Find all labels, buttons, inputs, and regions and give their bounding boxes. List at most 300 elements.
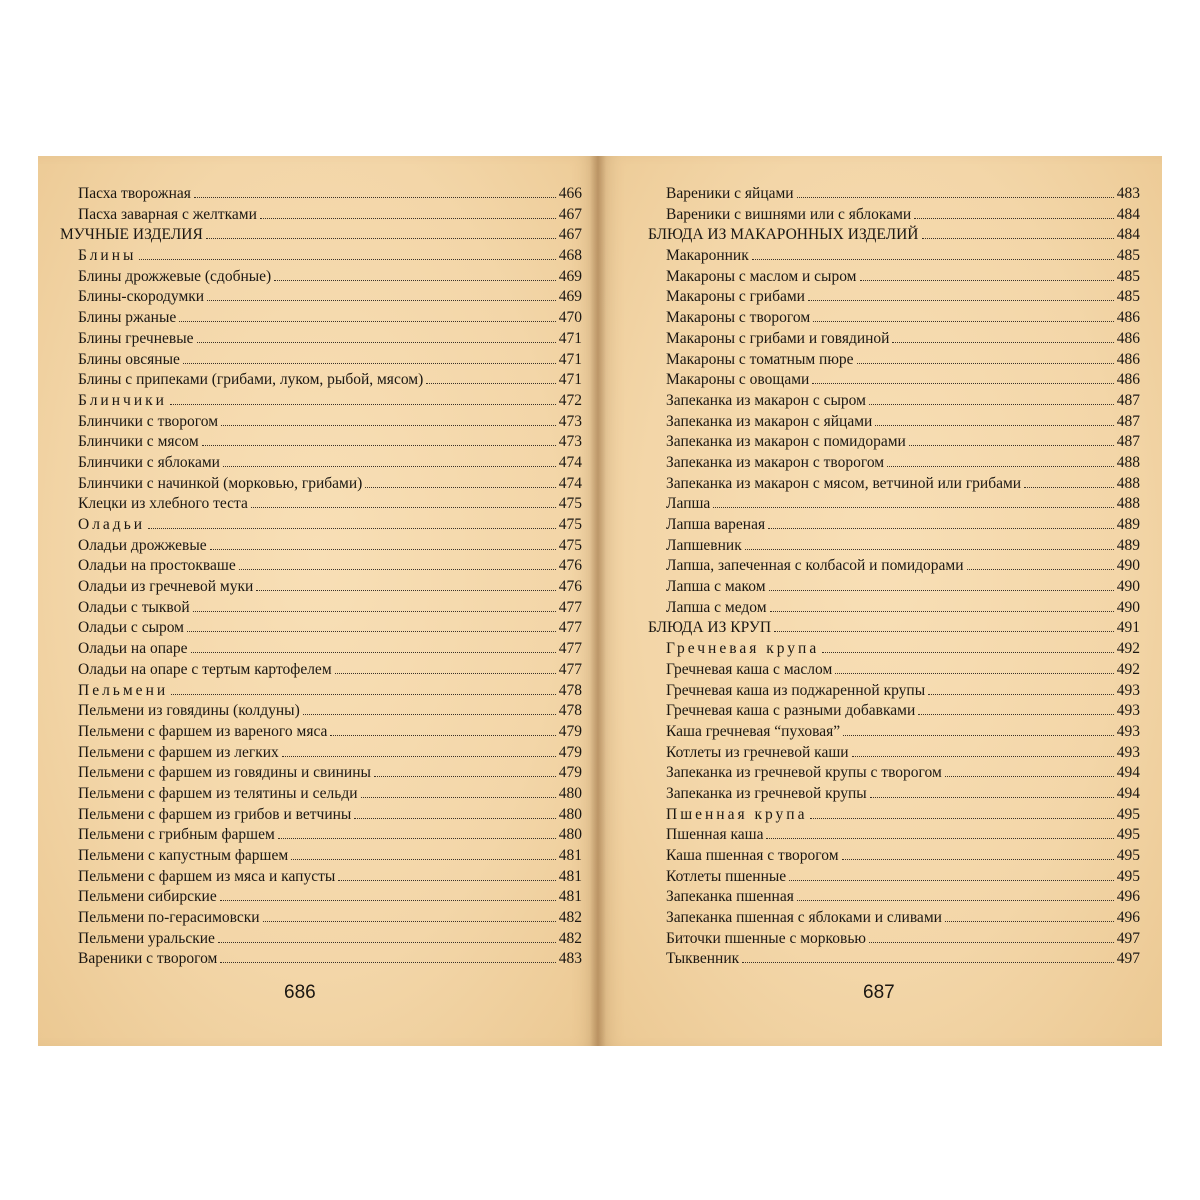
toc-entry-page: 495 — [1116, 847, 1140, 864]
toc-entry — [60, 743, 582, 764]
toc-entry-title: Гречневая каша из поджаренной крупы — [666, 681, 926, 699]
dot-leader — [260, 218, 556, 219]
toc-entry-title: Пельмени с капустным фаршем — [78, 847, 289, 864]
dot-leader — [193, 611, 556, 612]
dot-leader — [770, 611, 1114, 612]
toc-entry — [60, 929, 582, 950]
toc-entry-title: Пельмени с фаршем из вареного мяса — [78, 722, 328, 740]
toc-entry-page: 469 — [558, 267, 582, 285]
dot-leader — [945, 776, 1114, 777]
toc-entry-title: Запеканка пшенная — [666, 888, 794, 906]
toc-entry — [60, 287, 582, 308]
toc-entry-title: Макароны с грибами — [666, 288, 805, 306]
dot-leader — [870, 797, 1114, 798]
toc-entry-title: Запеканка из макарон с мясом, ветчиной или грибами — [666, 474, 1022, 492]
dot-leader — [808, 300, 1114, 301]
toc-entry-page: 476 — [558, 557, 582, 575]
dot-leader — [914, 218, 1114, 219]
toc-section-heading — [648, 225, 1140, 246]
dot-leader — [183, 363, 556, 364]
toc-entry-page: 483 — [1116, 185, 1140, 202]
dot-leader — [291, 859, 556, 860]
toc-entry-title: Пасха заварная с желтками — [78, 205, 257, 223]
toc-entry — [648, 453, 1140, 474]
toc-entry — [60, 412, 582, 433]
dot-leader — [945, 921, 1114, 922]
toc-entry-title: Оладьи дрожжевые — [78, 536, 207, 554]
dot-leader — [202, 445, 556, 446]
toc-entry-title: Лапша — [666, 495, 711, 513]
toc-entry-page: 479 — [558, 743, 582, 761]
toc-entry — [60, 267, 582, 288]
toc-entry-page: 477 — [558, 640, 582, 658]
toc-entry-title: Пельмени из говядины (колдуны) — [78, 702, 300, 720]
toc-entry — [60, 618, 582, 639]
toc-entry-page: 478 — [558, 681, 582, 699]
toc-entry-page: 485 — [1116, 267, 1140, 285]
dot-leader — [852, 756, 1114, 757]
dot-leader — [361, 797, 556, 798]
right-page — [598, 156, 1162, 1046]
dot-leader — [274, 280, 556, 281]
dot-leader — [278, 838, 556, 839]
toc-entry-title: Лапша, запеченная с колбасой и помидорами — [666, 557, 964, 575]
toc-entry-page: 487 — [1116, 433, 1140, 451]
toc-entry — [648, 494, 1140, 515]
dot-leader — [860, 280, 1114, 281]
toc-entry — [648, 763, 1140, 784]
toc-entry-title: Запеканка пшенная с яблоками и сливами — [666, 909, 942, 927]
dot-leader — [365, 487, 555, 488]
toc-entry-title: Пасха творожная — [78, 185, 191, 202]
toc-entry — [60, 577, 582, 598]
toc-entry-page: 495 — [1116, 867, 1140, 885]
toc-entry — [60, 453, 582, 474]
toc-entry-title: Блины гречневые — [78, 329, 194, 347]
toc-entry — [60, 350, 582, 371]
toc-entry-page: 486 — [1116, 350, 1140, 368]
toc-entry — [60, 908, 582, 929]
toc-entry-title: Оладьи на опаре с тертым картофелем — [78, 660, 332, 678]
toc-entry-title: Лапша с маком — [666, 578, 766, 596]
toc-entry-title: Запеканка из макарон с помидорами — [666, 433, 906, 451]
dot-leader — [909, 445, 1114, 446]
toc-entry — [60, 846, 582, 867]
toc-entry-page: 488 — [1116, 453, 1140, 471]
toc-entry-page: 492 — [1116, 640, 1140, 658]
dot-leader — [774, 631, 1114, 632]
toc-entry — [648, 287, 1140, 308]
toc-entry-page: 497 — [1116, 950, 1140, 968]
toc-entry-page: 490 — [1116, 598, 1140, 616]
toc-entry — [648, 515, 1140, 536]
toc-entry-title: Макароны с творогом — [666, 309, 811, 327]
toc-entry — [648, 205, 1140, 226]
toc-entry-page: 487 — [1116, 412, 1140, 430]
dot-leader — [210, 549, 556, 550]
toc-entry-page: 471 — [558, 329, 582, 347]
toc-entry-title: Блинчики с яблоками — [78, 453, 220, 471]
toc-entry — [60, 598, 582, 619]
toc-entry-title: Вареники с яйцами — [666, 185, 794, 202]
toc-entry — [648, 867, 1140, 888]
toc-entry-title: Клецки из хлебного теста — [78, 495, 248, 513]
toc-entry — [648, 536, 1140, 557]
toc-entry-page: 486 — [1116, 309, 1140, 327]
toc-entry — [648, 929, 1140, 950]
toc-entry-page: 495 — [1116, 805, 1140, 823]
dot-leader — [869, 404, 1114, 405]
toc-group-heading — [60, 681, 582, 702]
toc-entry-title: Гречневая каша с разными добавками — [666, 702, 916, 720]
dot-leader — [374, 776, 556, 777]
dot-leader — [139, 259, 555, 260]
toc-entry-page: 494 — [1116, 764, 1140, 782]
toc-entry-page: 466 — [558, 185, 582, 202]
toc-entry-page: 475 — [558, 516, 582, 533]
dot-leader — [218, 942, 556, 943]
toc-entry-title: Вареники с вишнями или с яблоками — [666, 205, 912, 223]
dot-leader — [303, 714, 556, 715]
dot-leader — [928, 694, 1114, 695]
toc-entry-title: Макароны с маслом и сыром — [666, 267, 857, 285]
toc-entry-page: 496 — [1116, 909, 1140, 927]
toc-entry — [648, 887, 1140, 908]
toc-entry-title: Оладьи на опаре — [78, 640, 188, 658]
toc-entry — [60, 494, 582, 515]
toc-entry — [60, 825, 582, 846]
toc-group-heading — [60, 515, 582, 536]
toc-group-heading — [648, 805, 1140, 826]
dot-leader — [194, 197, 556, 198]
toc-entry-page: 479 — [558, 764, 582, 782]
toc-entry-title: Оладьи из гречневой муки — [78, 578, 254, 596]
dot-leader — [354, 818, 555, 819]
toc-entry-page: 477 — [558, 598, 582, 616]
toc-entry-page: 475 — [558, 495, 582, 513]
toc-entry-title: Биточки пшенные с морковью — [666, 929, 867, 947]
toc-entry-page: 480 — [558, 784, 582, 802]
dot-leader — [338, 880, 555, 881]
toc-entry-title: Вареники с творогом — [78, 950, 218, 968]
dot-leader — [843, 735, 1114, 736]
toc-entry-title: Блинчики — [78, 391, 167, 409]
toc-entry — [60, 887, 582, 908]
toc-entry — [60, 660, 582, 681]
book-spread — [38, 156, 1162, 1046]
page-number-left: 686 — [284, 982, 316, 1003]
left-page — [38, 156, 598, 1046]
dot-leader — [426, 383, 556, 384]
toc-entry-page: 469 — [558, 288, 582, 306]
toc-entry — [648, 846, 1140, 867]
dot-leader — [875, 425, 1113, 426]
dot-leader — [887, 466, 1114, 467]
toc-entry — [648, 267, 1140, 288]
toc-entry-title: БЛЮДА ИЗ МАКАРОННЫХ ИЗДЕЛИЙ — [648, 226, 919, 244]
toc-entry — [60, 867, 582, 888]
toc-entry-title: Оладьи — [78, 516, 146, 533]
toc-entry — [60, 701, 582, 722]
toc-entry-page: 481 — [558, 867, 582, 885]
toc-entry-title: Пельмени с фаршем из телятины и сельди — [78, 784, 358, 802]
toc-entry-title: Блины овсяные — [78, 350, 180, 368]
toc-entry-title: Блинчики с творогом — [78, 412, 219, 430]
toc-entry-title: Макароны с овощами — [666, 371, 810, 389]
toc-entry-title: Лапша вареная — [666, 516, 766, 533]
toc-entry-title: Запеканка из гречневой крупы — [666, 784, 867, 802]
dot-leader — [1024, 487, 1114, 488]
dot-leader — [813, 321, 1114, 322]
dot-leader — [223, 466, 556, 467]
toc-entry-page: 482 — [558, 909, 582, 927]
toc-entry-page: 481 — [558, 847, 582, 864]
toc-entry-title: Блины с припеками (грибами, луком, рыбой, мясом) — [78, 371, 424, 389]
toc-entry — [60, 536, 582, 557]
dot-leader — [251, 507, 556, 508]
toc-entry-page: 477 — [558, 660, 582, 678]
dot-leader — [179, 321, 556, 322]
toc-entry — [648, 412, 1140, 433]
toc-entry-page: 485 — [1116, 247, 1140, 265]
toc-entry-title: Лапша с медом — [666, 598, 767, 616]
toc-entry-title: Пельмени сибирские — [78, 888, 217, 906]
toc-entry — [648, 598, 1140, 619]
dot-leader — [220, 900, 556, 901]
toc-entry-page: 485 — [1116, 288, 1140, 306]
toc-entry-page: 489 — [1116, 516, 1140, 533]
toc-entry — [60, 763, 582, 784]
dot-leader — [835, 673, 1113, 674]
toc-entry-page: 480 — [558, 805, 582, 823]
toc-entry-page: 477 — [558, 619, 582, 637]
dot-leader — [892, 342, 1113, 343]
toc-entry-page: 484 — [1116, 226, 1140, 244]
toc-group-heading — [648, 639, 1140, 660]
toc-entry — [648, 474, 1140, 495]
dot-leader — [263, 921, 556, 922]
toc-entry-title: Пельмени уральские — [78, 929, 215, 947]
dot-leader — [810, 818, 1113, 819]
toc-entry-title: Котлеты пшенные — [666, 867, 787, 885]
toc-entry-title: Блины дрожжевые (сдобные) — [78, 267, 272, 285]
dot-leader — [256, 590, 555, 591]
toc-entry-title: Запеканка из макарон с творогом — [666, 453, 885, 471]
dot-leader — [842, 859, 1114, 860]
page-number-right: 687 — [863, 982, 895, 1003]
dot-leader — [207, 300, 556, 301]
toc-entry-page: 474 — [558, 474, 582, 492]
toc-entry — [648, 350, 1140, 371]
toc-entry-page: 473 — [558, 433, 582, 451]
toc-entry-title: Оладьи с тыквой — [78, 598, 190, 616]
toc-entry-title: Котлеты из гречневой каши — [666, 743, 849, 761]
toc-entry-title: Каша пшенная с творогом — [666, 847, 839, 864]
toc-entry-page: 492 — [1116, 660, 1140, 678]
toc-entry — [60, 205, 582, 226]
toc-entry — [648, 370, 1140, 391]
toc-entry-page: 486 — [1116, 371, 1140, 389]
dot-leader — [742, 962, 1114, 963]
dot-leader — [967, 569, 1114, 570]
toc-entry-title: Макаронник — [666, 247, 749, 265]
dot-leader — [768, 528, 1114, 529]
toc-entry-page: 467 — [558, 226, 582, 244]
dot-leader — [148, 528, 556, 529]
toc-entry-page: 480 — [558, 826, 582, 844]
dot-leader — [918, 714, 1113, 715]
toc-entry — [60, 784, 582, 805]
toc-entry-page: 475 — [558, 536, 582, 554]
toc-entry-page: 491 — [1116, 619, 1140, 637]
dot-leader — [330, 735, 555, 736]
toc-entry-page: 496 — [1116, 888, 1140, 906]
toc-entry-title: Пельмени — [78, 681, 169, 699]
toc-entry-page: 473 — [558, 412, 582, 430]
toc-entry-title: Пельмени с фаршем из мяса и капусты — [78, 867, 336, 885]
dot-leader — [822, 652, 1114, 653]
toc-entry-page: 476 — [558, 578, 582, 596]
toc-entry-title: Пшенная каша — [666, 826, 764, 844]
toc-entry-page: 478 — [558, 702, 582, 720]
toc-entry — [60, 370, 582, 391]
table-of-contents-right — [648, 184, 1140, 970]
dot-leader — [789, 880, 1114, 881]
toc-entry — [648, 784, 1140, 805]
dot-leader — [713, 507, 1113, 508]
dot-leader — [922, 238, 1114, 239]
dot-leader — [206, 238, 556, 239]
toc-entry-title: Пельмени с грибным фаршем — [78, 826, 275, 844]
toc-entry — [648, 908, 1140, 929]
toc-entry — [60, 474, 582, 495]
toc-entry-title: Запеканка из макарон с сыром — [666, 391, 866, 409]
toc-entry-page: 488 — [1116, 495, 1140, 513]
dot-leader — [170, 404, 556, 405]
toc-entry-page: 493 — [1116, 681, 1140, 699]
toc-entry-title: Блины-скородумки — [78, 288, 205, 306]
table-of-contents-left — [60, 184, 582, 970]
toc-entry — [648, 556, 1140, 577]
dot-leader — [191, 652, 556, 653]
toc-entry — [648, 432, 1140, 453]
toc-entry-title: Оладьи на простокваше — [78, 557, 236, 575]
dot-leader — [797, 900, 1114, 901]
toc-entry-title: Каша гречневая “пуховая” — [666, 722, 841, 740]
toc-entry-page: 494 — [1116, 784, 1140, 802]
toc-entry — [60, 805, 582, 826]
toc-entry-page: 487 — [1116, 391, 1140, 409]
toc-entry — [648, 825, 1140, 846]
toc-entry-title: Тыквенник — [666, 950, 740, 968]
dot-leader — [220, 962, 555, 963]
toc-entry-title: Блины ржаные — [78, 309, 177, 327]
toc-entry — [648, 577, 1140, 598]
toc-entry-title: Пельмени с фаршем из говядины и свинины — [78, 764, 371, 782]
toc-entry — [648, 743, 1140, 764]
dot-leader — [171, 694, 556, 695]
toc-entry-title: Запеканка из макарон с яйцами — [666, 412, 873, 430]
dot-leader — [769, 590, 1114, 591]
dot-leader — [187, 631, 556, 632]
toc-entry — [60, 639, 582, 660]
toc-entry-page: 479 — [558, 722, 582, 740]
toc-entry — [60, 308, 582, 329]
toc-entry — [60, 556, 582, 577]
toc-entry-page: 495 — [1116, 826, 1140, 844]
toc-entry-page: 467 — [558, 205, 582, 223]
toc-entry-page: 482 — [558, 929, 582, 947]
dot-leader — [335, 673, 556, 674]
toc-entry-page: 483 — [558, 950, 582, 968]
toc-entry — [648, 184, 1140, 205]
dot-leader — [812, 383, 1113, 384]
toc-entry — [648, 391, 1140, 412]
toc-entry-page: 493 — [1116, 702, 1140, 720]
toc-entry-page: 474 — [558, 453, 582, 471]
toc-entry — [648, 246, 1140, 267]
toc-entry-page: 497 — [1116, 929, 1140, 947]
toc-entry-title: Пельмени с фаршем из легких — [78, 743, 279, 761]
toc-entry-title: БЛЮДА ИЗ КРУП — [648, 619, 772, 637]
toc-group-heading — [60, 246, 582, 267]
toc-entry-page: 493 — [1116, 722, 1140, 740]
toc-entry-title: Блинчики с мясом — [78, 433, 199, 451]
toc-entry-title: Пельмени с фаршем из грибов и ветчины — [78, 805, 352, 823]
dot-leader — [239, 569, 556, 570]
toc-entry-title: Гречневая крупа — [666, 640, 820, 658]
dot-leader — [745, 549, 1114, 550]
toc-entry-title: Пшенная крупа — [666, 805, 808, 823]
dot-leader — [766, 838, 1113, 839]
toc-entry-page: 470 — [558, 309, 582, 327]
toc-entry-page: 471 — [558, 350, 582, 368]
toc-group-heading — [60, 391, 582, 412]
toc-entry — [648, 701, 1140, 722]
toc-entry — [648, 949, 1140, 970]
toc-entry-title: Гречневая каша с маслом — [666, 660, 833, 678]
toc-entry-page: 484 — [1116, 205, 1140, 223]
toc-entry-title: Макароны с томатным пюре — [666, 350, 854, 368]
toc-entry — [60, 432, 582, 453]
toc-entry — [60, 722, 582, 743]
toc-entry — [648, 681, 1140, 702]
book-gutter — [590, 156, 606, 1046]
dot-leader — [282, 756, 556, 757]
toc-entry-page: 481 — [558, 888, 582, 906]
toc-entry-title: МУЧНЫЕ ИЗДЕЛИЯ — [60, 226, 203, 244]
toc-section-heading — [60, 225, 582, 246]
toc-entry-page: 472 — [558, 391, 582, 409]
toc-entry-page: 490 — [1116, 578, 1140, 596]
toc-entry-title: Лапшевник — [666, 536, 742, 554]
dot-leader — [197, 342, 556, 343]
toc-entry-title: Пельмени по-герасимовски — [78, 909, 260, 927]
toc-entry — [648, 308, 1140, 329]
toc-entry-page: 488 — [1116, 474, 1140, 492]
toc-entry-page: 489 — [1116, 536, 1140, 554]
toc-entry — [648, 722, 1140, 743]
toc-section-heading — [648, 618, 1140, 639]
toc-entry — [648, 660, 1140, 681]
toc-entry-title: Запеканка из гречневой крупы с творогом — [666, 764, 942, 782]
toc-entry-page: 490 — [1116, 557, 1140, 575]
toc-entry — [60, 949, 582, 970]
toc-entry-title: Макароны с грибами и говядиной — [666, 329, 890, 347]
toc-entry-page: 486 — [1116, 329, 1140, 347]
toc-entry — [60, 329, 582, 350]
toc-entry-title: Блины — [78, 247, 137, 265]
